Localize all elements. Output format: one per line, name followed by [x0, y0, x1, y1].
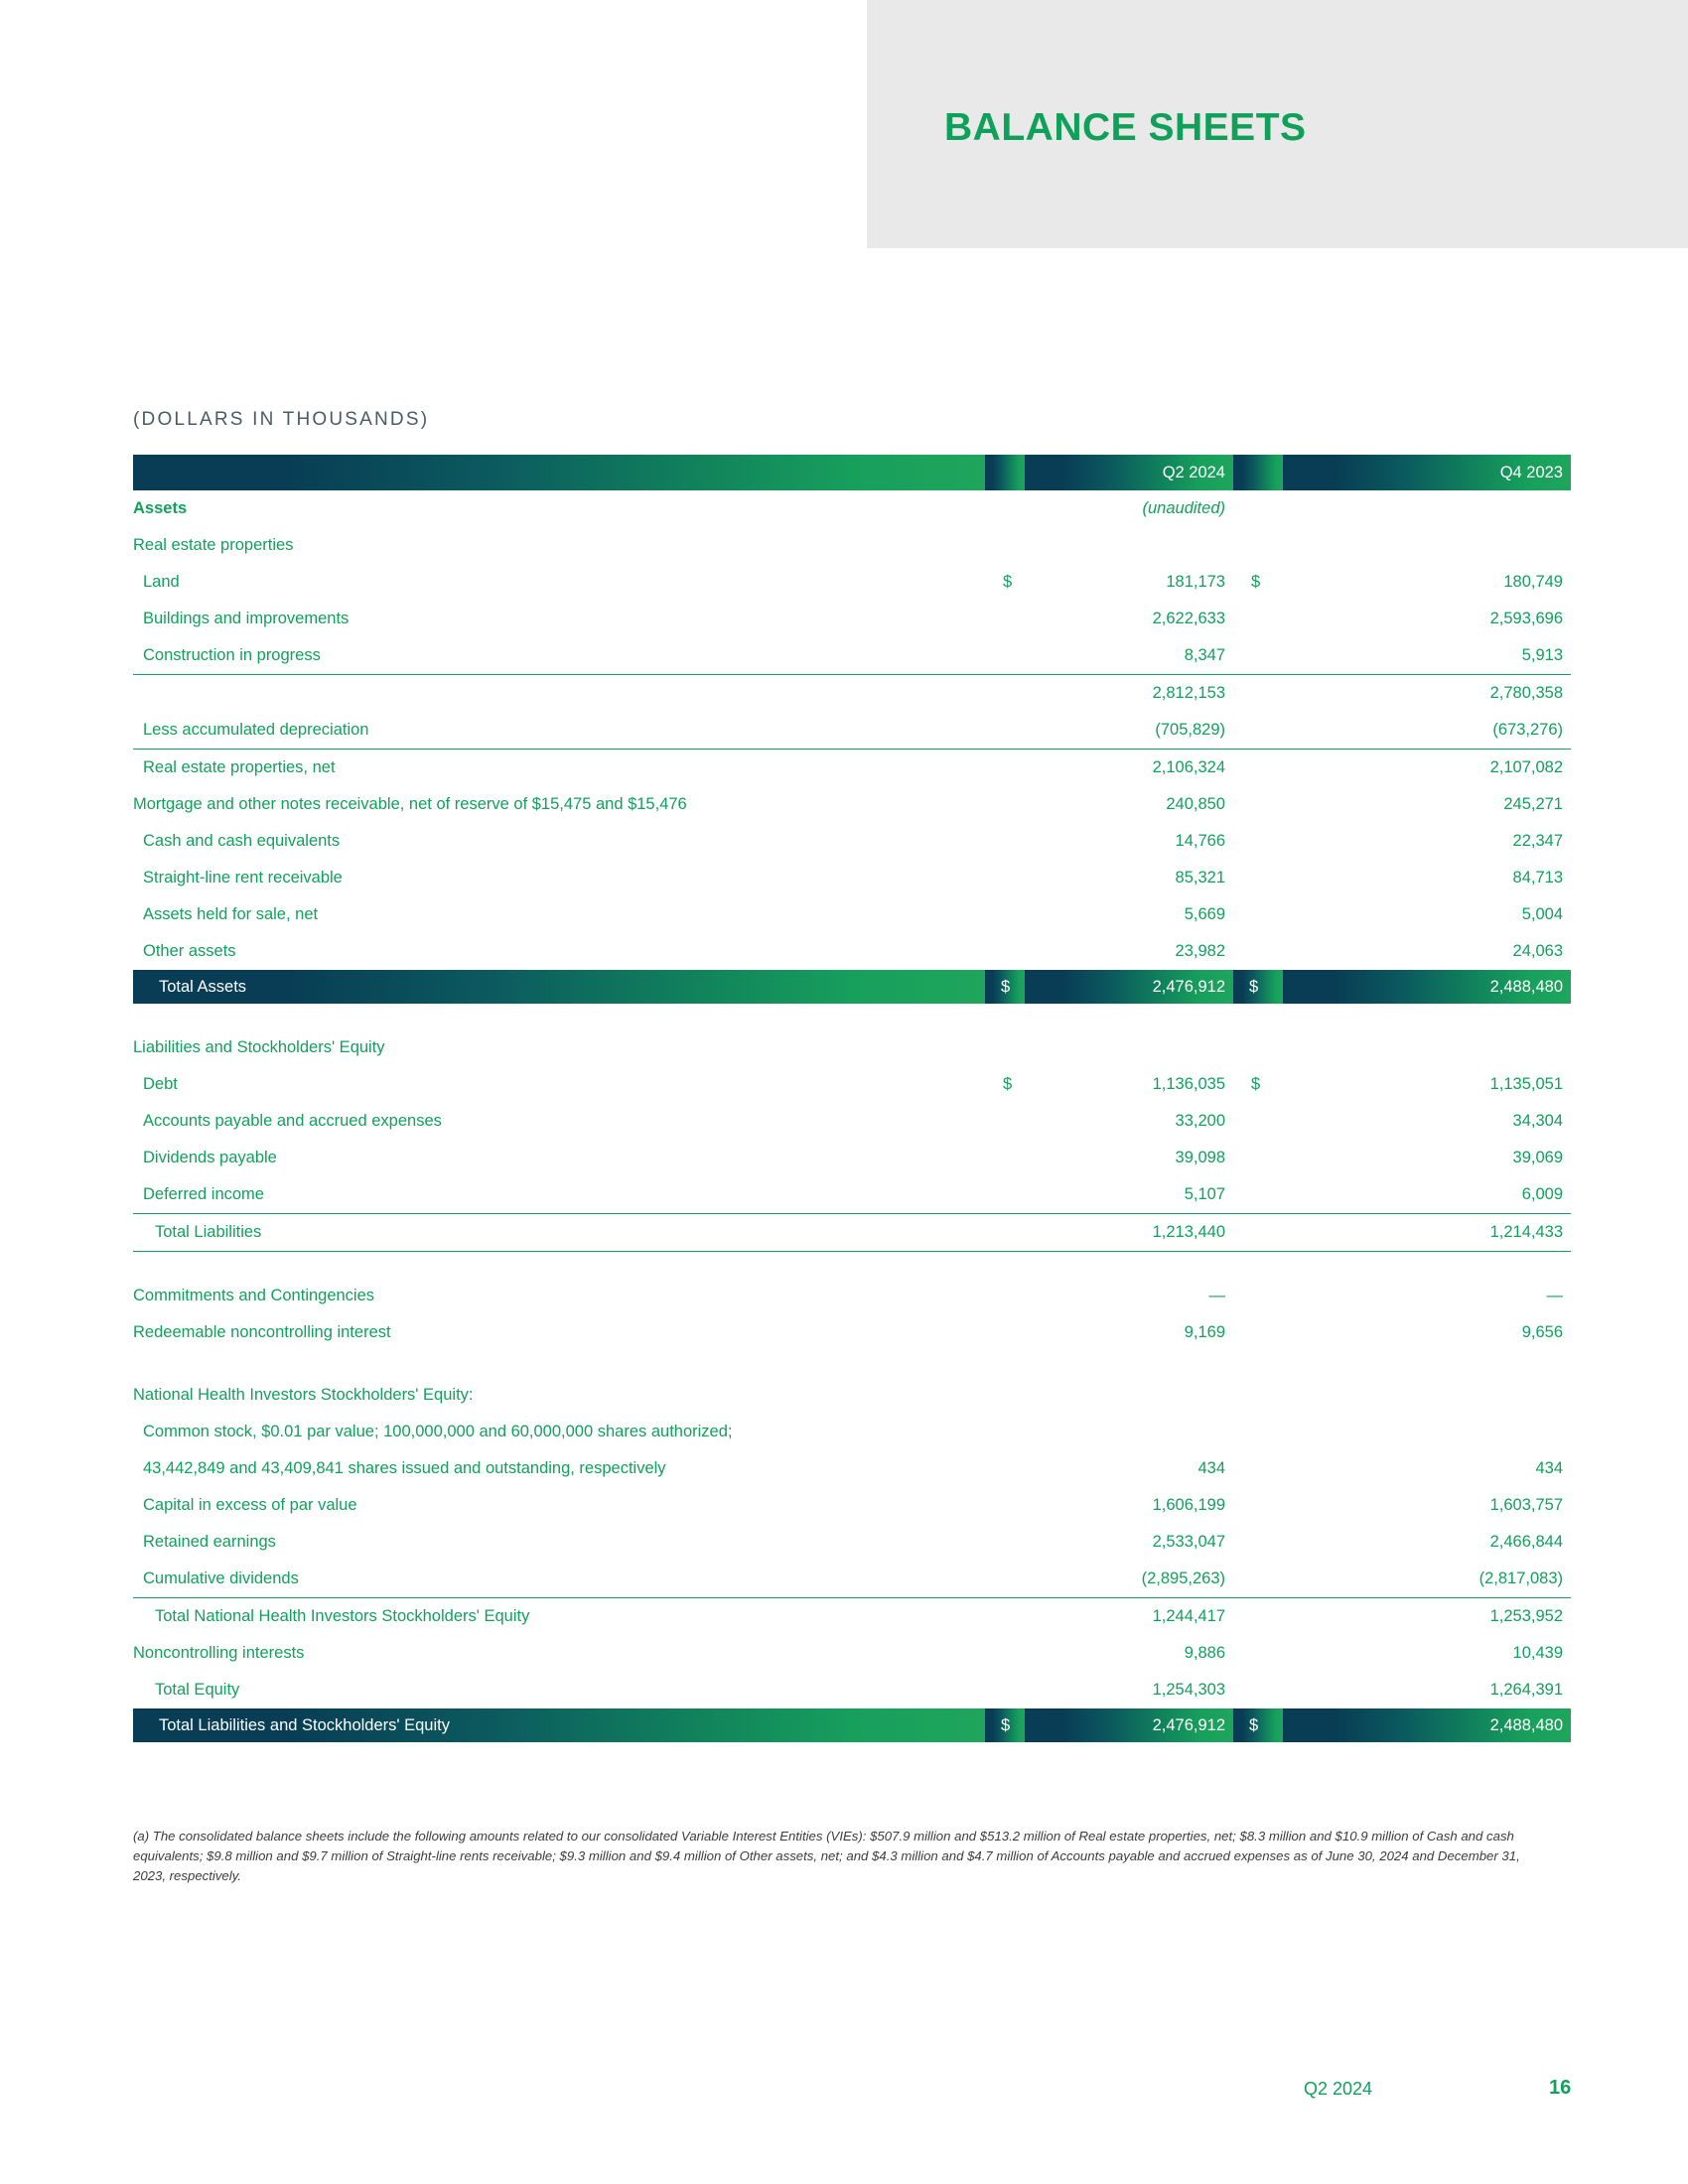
table-row	[133, 896, 1571, 933]
footnote-vie: (a) The consolidated balance sheets include the following amounts related to our consolidated Variable Interest Entities (VIEs): $507.9 million and $513.2 million of Real estate properties, net; $8.3 million and $10.9 million of Cash and cash equivalents; $9.8 million and $9.7 million of Straight-line rents receivable; $9.3 million and $9.4 million of Other assets, net; and $4.3 million and $4.7 million of Accounts payable and accrued expenses as of June 30, 2024 and December 31, 2023, respectively.	[133, 1829, 1520, 1884]
value-land-q2-2024: 181,173	[1166, 573, 1225, 591]
value-gross-real-estate-q4-2023: 2,780,358	[1283, 675, 1571, 713]
table-row	[133, 1029, 1571, 1066]
table-row	[133, 1176, 1571, 1214]
table-row	[133, 750, 1571, 787]
value-total-liab-equity-q2-2024: 2,476,912	[1025, 1708, 1233, 1742]
table-row	[133, 1066, 1571, 1103]
balance-sheet-table	[133, 455, 1571, 1742]
units-label: (DOLLARS IN THOUSANDS)	[133, 409, 430, 430]
table-row	[133, 1278, 1571, 1314]
row-label-gross-real-estate	[133, 675, 985, 713]
value-commitments-q2-2024: —	[1208, 1287, 1225, 1304]
total-assets-row	[133, 970, 1571, 1004]
currency-symbol-total-liab-equity-q2: $	[985, 1708, 1025, 1742]
table-row	[133, 1450, 1571, 1487]
value-total-liabilities-q4-2023: 1,214,433	[1283, 1214, 1571, 1252]
row-label-redeemable-nci: Redeemable noncontrolling interest	[133, 1323, 391, 1341]
table-row	[133, 675, 1571, 713]
value-assets-held-for-sale-q2-2024: 5,669	[1184, 905, 1225, 923]
row-label-total-assets: Total Assets	[133, 970, 985, 1004]
value-cash-q2-2024: 14,766	[1175, 832, 1225, 850]
row-label-retained-earnings: Retained earnings	[143, 1533, 276, 1551]
value-accounts-payable-q2-2024: 33,200	[1175, 1112, 1225, 1130]
row-label-capital-excess: Capital in excess of par value	[143, 1496, 357, 1514]
value-total-liabilities-q2-2024: 1,213,440	[1025, 1214, 1233, 1252]
total-liabilities-equity-row	[133, 1708, 1571, 1742]
value-redeemable-nci-q4-2023: 9,656	[1521, 1323, 1563, 1341]
table-row	[133, 1635, 1571, 1672]
row-label-straight-line-rent: Straight-line rent receivable	[143, 869, 343, 887]
row-label-dividends-payable: Dividends payable	[143, 1149, 277, 1166]
row-label-common-stock-issued: 43,442,849 and 43,409,841 shares issued and outstanding, respectively	[143, 1459, 666, 1477]
value-buildings-q4-2023: 2,593,696	[1489, 610, 1563, 627]
currency-symbol-q2: $	[1003, 573, 1013, 591]
row-label-land: Land	[143, 573, 180, 591]
table-row	[133, 1672, 1571, 1708]
row-label-accounts-payable: Accounts payable and accrued expenses	[143, 1112, 442, 1130]
nhi-equity-heading: National Health Investors Stockholders' Equity:	[133, 1386, 474, 1404]
value-mortgage-notes-q4-2023: 245,271	[1503, 795, 1563, 813]
value-deferred-income-q2-2024: 5,107	[1025, 1176, 1233, 1214]
value-land-q4-2023: 180,749	[1503, 573, 1563, 591]
header-d1	[985, 455, 1025, 490]
row-label-construction: Construction in progress	[143, 646, 321, 664]
footer-page-number: 16	[1549, 2077, 1572, 2099]
row-label-accumulated-depreciation: Less accumulated depreciation	[133, 712, 985, 750]
value-assets-held-for-sale-q4-2023: 5,004	[1521, 905, 1563, 923]
value-dividends-payable-q2-2024: 39,098	[1175, 1149, 1225, 1166]
assets-heading: Assets	[133, 499, 188, 517]
column-header-q2-2024: Q2 2024	[1025, 455, 1233, 490]
value-cumulative-dividends-q2-2024: (2,895,263)	[1025, 1561, 1233, 1598]
value-real-estate-net-q4-2023: 2,107,082	[1489, 758, 1563, 776]
value-total-equity-q4-2023: 1,264,391	[1489, 1681, 1563, 1699]
value-buildings-q2-2024: 2,622,633	[1152, 610, 1225, 627]
row-label-total-equity: Total Equity	[155, 1681, 240, 1699]
table-row	[133, 1487, 1571, 1524]
currency-symbol-debt-q4: $	[1251, 1075, 1261, 1093]
value-capital-excess-q4-2023: 1,603,757	[1489, 1496, 1563, 1514]
row-label-debt: Debt	[143, 1075, 178, 1093]
table-header-row	[133, 455, 1571, 490]
currency-symbol-total-assets-q2: $	[985, 970, 1025, 1004]
table-row	[133, 1561, 1571, 1598]
value-debt-q2-2024: 1,136,035	[1152, 1075, 1225, 1093]
spacer-row	[133, 1004, 1571, 1029]
row-label-buildings: Buildings and improvements	[143, 610, 350, 627]
currency-symbol-total-liab-equity-q4: $	[1233, 1708, 1283, 1742]
value-retained-earnings-q2-2024: 2,533,047	[1152, 1533, 1225, 1551]
value-deferred-income-q4-2023: 6,009	[1283, 1176, 1571, 1214]
table-row	[133, 490, 1571, 527]
value-other-assets-q4-2023: 24,063	[1512, 942, 1563, 960]
value-mortgage-notes-q2-2024: 240,850	[1166, 795, 1225, 813]
value-common-stock-authorized-q4-2023	[1283, 1414, 1571, 1450]
value-common-stock-issued-q2-2024: 434	[1197, 1459, 1225, 1477]
value-cash-q4-2023: 22,347	[1512, 832, 1563, 850]
row-label-cumulative-dividends: Cumulative dividends	[133, 1561, 985, 1598]
value-cumulative-dividends-q4-2023: (2,817,083)	[1283, 1561, 1571, 1598]
value-noncontrolling-interests-q4-2023: 10,439	[1512, 1644, 1563, 1662]
value-commitments-q4-2023: —	[1546, 1287, 1563, 1304]
total-liabilities-row	[133, 1214, 1571, 1252]
value-dividends-payable-q4-2023: 39,069	[1512, 1149, 1563, 1166]
table-row	[133, 1524, 1571, 1561]
row-label-total-liabilities: Total Liabilities	[133, 1214, 985, 1252]
value-total-assets-q4-2023: 2,488,480	[1283, 970, 1571, 1004]
table-row	[133, 1377, 1571, 1414]
table-row	[133, 1140, 1571, 1176]
table-row	[133, 1103, 1571, 1140]
value-straight-line-rent-q4-2023: 84,713	[1512, 869, 1563, 887]
value-straight-line-rent-q2-2024: 85,321	[1175, 869, 1225, 887]
table-row	[133, 933, 1571, 970]
spacer-row	[133, 1252, 1571, 1279]
value-total-nhi-equity-q4-2023: 1,253,952	[1489, 1607, 1563, 1625]
row-label-real-estate-net: Real estate properties, net	[143, 758, 336, 776]
spacer-row	[133, 1351, 1571, 1377]
value-real-estate-net-q2-2024: 2,106,324	[1152, 758, 1225, 776]
value-debt-q4-2023: 1,135,051	[1489, 1075, 1563, 1093]
row-label-deferred-income: Deferred income	[133, 1176, 985, 1214]
table-row	[133, 860, 1571, 896]
table-row	[133, 823, 1571, 860]
table-row	[133, 1598, 1571, 1636]
liabilities-heading: Liabilities and Stockholders' Equity	[133, 1038, 385, 1056]
row-label-common-stock-authorized: Common stock, $0.01 par value; 100,000,000 and 60,000,000 shares authorized;	[143, 1423, 733, 1440]
row-label-assets-held-for-sale: Assets held for sale, net	[143, 905, 319, 923]
header-d2	[1233, 455, 1283, 490]
row-label-total-liab-equity: Total Liabilities and Stockholders' Equity	[133, 1708, 985, 1742]
value-common-stock-authorized-q2-2024	[1025, 1414, 1233, 1450]
row-label-mortgage-notes: Mortgage and other notes receivable, net of reserve of $15,475 and $15,476	[133, 795, 687, 813]
real-estate-heading: Real estate properties	[133, 536, 294, 554]
currency-symbol-total-assets-q4: $	[1233, 970, 1283, 1004]
footer-period: Q2 2024	[1304, 2079, 1373, 2099]
table-row	[133, 601, 1571, 637]
column-header-q4-2023: Q4 2023	[1283, 455, 1571, 490]
row-label-noncontrolling-interests: Noncontrolling interests	[133, 1644, 305, 1662]
value-accumulated-depreciation-q2-2024: (705,829)	[1025, 712, 1233, 750]
page-title: BALANCE SHEETS	[944, 106, 1307, 149]
value-redeemable-nci-q2-2024: 9,169	[1184, 1323, 1225, 1341]
table-row	[133, 1414, 1571, 1450]
currency-symbol-debt-q2: $	[1003, 1075, 1013, 1093]
value-total-nhi-equity-q2-2024: 1,244,417	[1152, 1607, 1225, 1625]
row-label-total-nhi-equity: Total National Health Investors Stockholders' Equity	[155, 1607, 530, 1625]
row-label-commitments: Commitments and Contingencies	[133, 1287, 375, 1304]
table-row	[133, 786, 1571, 823]
value-total-assets-q2-2024: 2,476,912	[1025, 970, 1233, 1004]
row-label-cash: Cash and cash equivalents	[143, 832, 341, 850]
value-gross-real-estate-q2-2024: 2,812,153	[1025, 675, 1233, 713]
value-accounts-payable-q4-2023: 34,304	[1512, 1112, 1563, 1130]
value-retained-earnings-q4-2023: 2,466,844	[1489, 1533, 1563, 1551]
header-blank	[133, 455, 985, 490]
value-noncontrolling-interests-q2-2024: 9,886	[1184, 1644, 1225, 1662]
value-other-assets-q2-2024: 23,982	[1175, 942, 1225, 960]
currency-symbol-q4: $	[1251, 573, 1261, 591]
unaudited-note: (unaudited)	[1142, 499, 1225, 517]
value-total-equity-q2-2024: 1,254,303	[1152, 1681, 1225, 1699]
table-row	[133, 637, 1571, 675]
table-row	[133, 712, 1571, 750]
value-total-liab-equity-q4-2023: 2,488,480	[1283, 1708, 1571, 1742]
value-construction-q2-2024: 8,347	[1184, 646, 1225, 664]
value-capital-excess-q2-2024: 1,606,199	[1152, 1496, 1225, 1514]
value-construction-q4-2023: 5,913	[1521, 646, 1563, 664]
row-label-other-assets: Other assets	[143, 942, 236, 960]
value-common-stock-issued-q4-2023: 434	[1535, 1459, 1563, 1477]
table-row	[133, 527, 1571, 564]
table-row	[133, 564, 1571, 601]
value-accumulated-depreciation-q4-2023: (673,276)	[1283, 712, 1571, 750]
table-row	[133, 1314, 1571, 1351]
